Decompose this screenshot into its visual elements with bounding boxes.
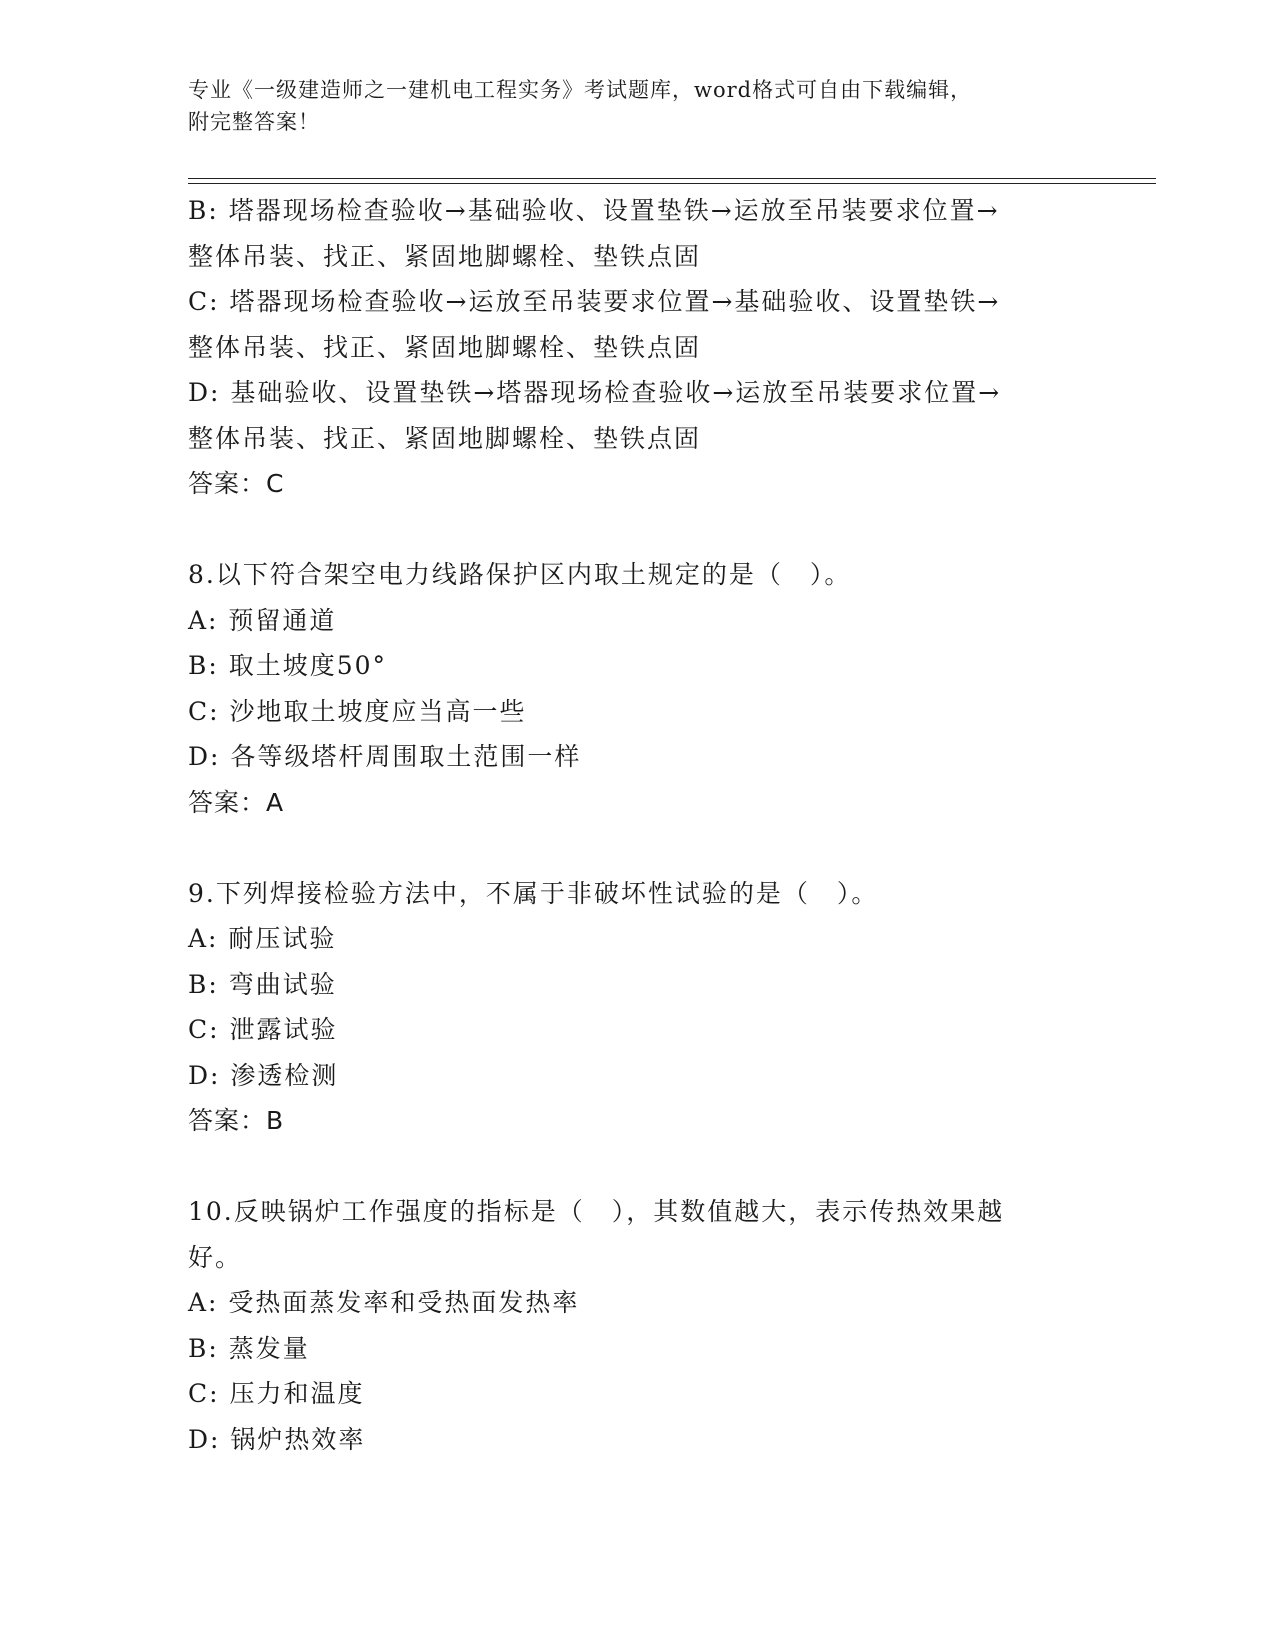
q7-option-b-line-2: 整体吊装、找正、紧固地脚螺栓、垫铁点固 [188, 241, 702, 271]
header-line-2: 附完整答案！ [188, 110, 320, 134]
q8-option-d: D: 各等级塔杆周围取土范围一样 [188, 742, 582, 771]
document-header [188, 74, 1088, 138]
question-9-block [188, 871, 1088, 1144]
q7-option-d-line-2: 整体吊装、找正、紧固地脚螺栓、垫铁点固 [188, 423, 702, 453]
question-10-block [188, 1189, 1088, 1462]
spacer [188, 825, 1088, 871]
q8-option-a: A: 预留通道 [188, 605, 337, 635]
q10-stem-line-1: 10.反映锅炉工作强度的指标是（ ），其数值越大，表示传热效果越 [188, 1197, 1005, 1226]
header-line-1: 专业《一级建造师之一建机电工程实务》考试题库，word格式可自由下载编辑， [188, 78, 973, 102]
q10-option-b: B: 蒸发量 [188, 1333, 310, 1363]
q9-option-c: C: 泄露试验 [188, 1015, 338, 1044]
q8-option-b: B: 取土坡度50° [188, 651, 388, 680]
q7-answer: 答案：C [188, 469, 285, 498]
q10-option-a: A: 受热面蒸发率和受热面发热率 [188, 1288, 580, 1317]
q8-answer: 答案：A [188, 787, 285, 817]
q10-stem-line-2: 好。 [188, 1242, 243, 1272]
q10-option-c: C: 压力和温度 [188, 1379, 365, 1408]
q9-option-b: B: 弯曲试验 [188, 969, 337, 999]
q9-stem: 9.下列焊接检验方法中，不属于非破坏性试验的是（ ）。 [188, 878, 879, 908]
q8-stem: 8.以下符合架空电力线路保护区内取土规定的是（ ）。 [188, 560, 852, 589]
q8-option-c: C: 沙地取土坡度应当高一些 [188, 696, 527, 726]
q7-option-d-line-1: D: 基础验收、设置垫铁→塔器现场检查验收→运放至吊装要求位置→ [188, 378, 1002, 407]
q7-option-c-line-2: 整体吊装、找正、紧固地脚螺栓、垫铁点固 [188, 332, 702, 362]
q7-option-b-line-1: B: 塔器现场检查验收→基础验收、设置垫铁→运放至吊装要求位置→ [188, 196, 1000, 225]
q9-answer: 答案：B [188, 1106, 285, 1135]
q7-option-c-line-1: C: 塔器现场检查验收→运放至吊装要求位置→基础验收、设置垫铁→ [188, 287, 1001, 316]
q9-option-a: A: 耐压试验 [188, 924, 337, 953]
spacer [188, 1144, 1088, 1190]
spacer [188, 507, 1088, 553]
question-8-block [188, 552, 1088, 825]
header-divider-top [188, 178, 1156, 179]
q10-option-d: D: 锅炉热效率 [188, 1424, 366, 1454]
question-7-block [188, 188, 1088, 507]
question-body [188, 188, 1088, 1462]
header-divider-bottom [188, 183, 1156, 184]
q9-option-d: D: 渗透检测 [188, 1060, 339, 1090]
